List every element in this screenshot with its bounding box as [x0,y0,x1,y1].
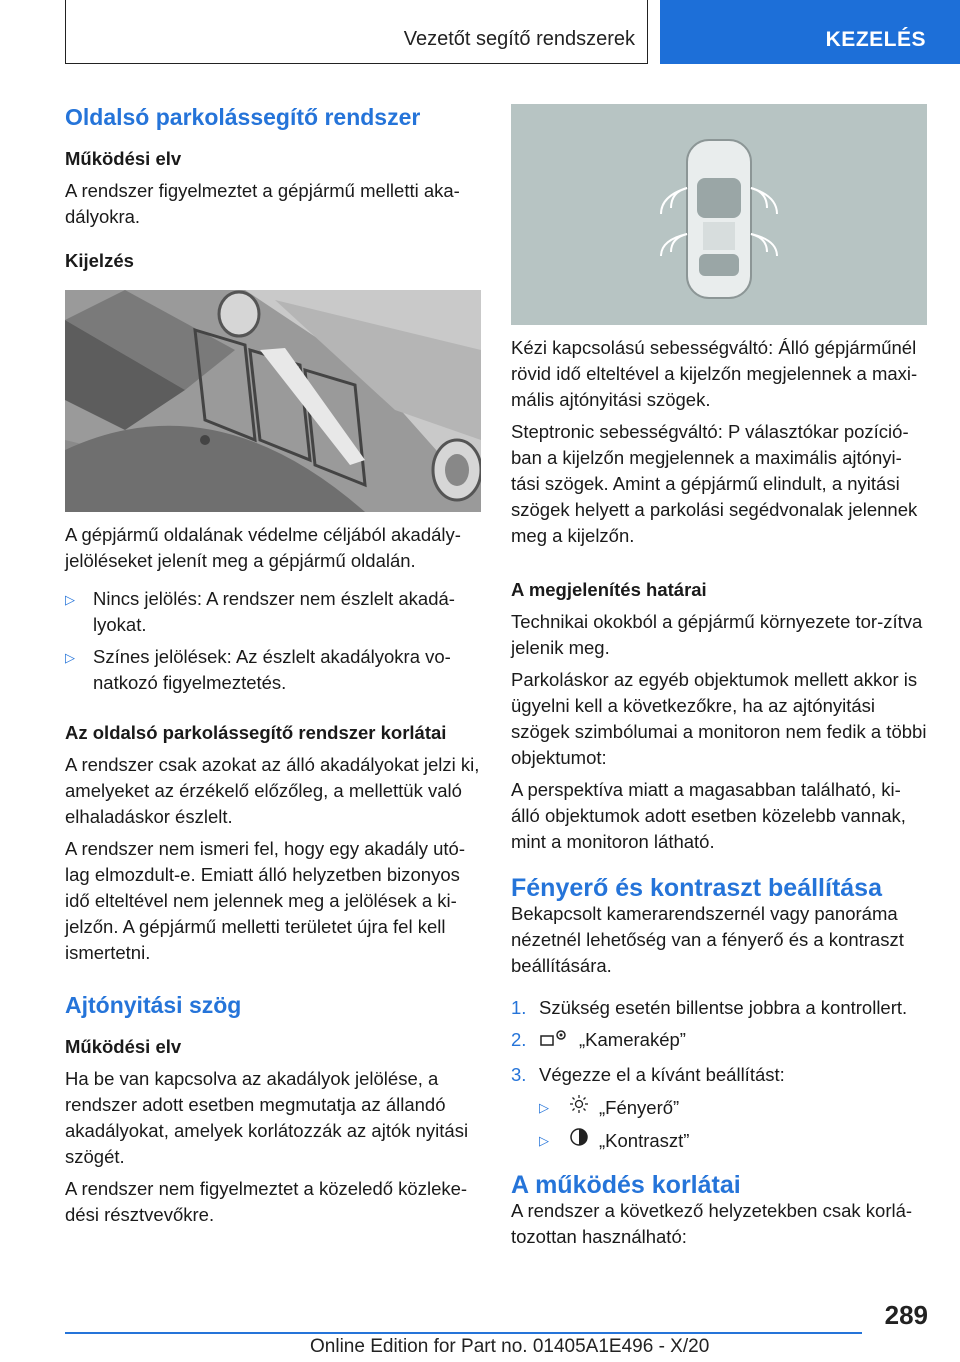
list-item: ▷ „Fényerő” [539,1094,929,1121]
triangle-right-icon: ▷ [539,1132,549,1148]
display-limits-paragraph-1: Technikai okokból a gépjármű környezete tor-zítva jelenik meg. [511,611,923,658]
section-title-door-angle: Ajtónyitási szög [65,992,242,1018]
contrast-icon [569,1127,589,1154]
display-limits-paragraph-2: Parkoláskor az egyéb objektumok mellett akkor is ügyelni kell a következőkre, ha az ajtónyitási szögek szimbólumai a monitoron nem fedik a többi objektumot: [511,669,927,768]
triangle-right-icon: ▷ [65,592,75,607]
manual-gearbox-paragraph: Kézi kapcsolású sebességváltó: Álló gépjárműnél rövid idő elteltével a kijelzőn megjelennek a maxi-mális ajtónyitási szögek. [511,337,918,410]
list-item: 2. „Kamerakép” [511,1027,929,1056]
display-heading: Kijelzés [65,250,134,271]
header-chapter-title: KEZELÉS [825,28,926,51]
door-paragraph-2: A rendszer nem figyelmeztet a közeledő közleke-dési résztvevőkre. [65,1178,468,1225]
header-section-title: Vezetőt segítő rendszerek [403,28,635,50]
header-section-box [65,0,648,64]
list-item: ▷ Színes jelölések: Az észlelt akadályokra vo-natkozó figyelmeztetés. [65,644,485,696]
top-view-car-illustration [511,104,927,325]
sun-icon [569,1094,589,1121]
list-item: 3. Végezze el a kívánt beállítást: [511,1064,785,1085]
display-limits-heading: A megjelenítés határai [511,579,707,600]
principle-heading: Működési elv [65,148,182,169]
footer-divider [65,1332,862,1334]
right-column [511,104,929,1256]
principle-text: A rendszer figyelmeztet a gépjármű melletti aka-dályokra. [65,180,460,227]
side-view-illustration [65,290,481,512]
footer-edition: Online Edition for Part no. 01405A1E496 - X/20 [310,1336,710,1357]
list-item: 1. Szükség esetén billentse jobbra a kontrollert. [511,997,908,1018]
door-paragraph-1: Ha be van kapcsolva az akadályok jelölése, a rendszer adott esetben megmutatja az állandó akadályokat, amelyek korlátozzák az ajtók nyitási szögét. [65,1068,469,1167]
illustration-caption: A gépjármű oldalának védelme céljából akadály-jelöléseket jelenít meg a gépjármű oldalán. [65,524,461,571]
camera-settings-icon [539,1027,569,1056]
list-item: ▷ „Kontraszt” [539,1127,929,1154]
list-item: ▷ Nincs jelölés: A rendszer nem észlelt akadá-lyokat. [65,586,485,638]
brightness-paragraph: Bekapcsolt kamerarendszernél vagy panoráma nézetnél lehetőség van a fényerő és a kontraszt beállítására. [511,903,904,976]
page-number: 289 [884,1300,928,1330]
limits-paragraph-2: A rendszer nem ismeri fel, hogy egy akadály utó-lag elmozdult-e. Emiatt álló helyzetben bizonyos idő elteltével nem jelennek meg a jelölések a ki-jelzőn. A gépjármű melletti területet újra fel kell ismertetni. [65,838,465,963]
display-limits-paragraph-3: A perspektíva miatt a magasabban található, ki-álló objektumok adott esetben közelebb vannak, mint a monitoron látható. [511,779,906,852]
triangle-right-icon: ▷ [539,1099,549,1115]
limits-heading: Az oldalsó parkolássegítő rendszer korlátai [65,722,447,743]
function-limits-paragraph: A rendszer a következő helyzetekben csak korlá-tozottan használható: [511,1200,913,1247]
limits-paragraph-1: A rendszer csak azokat az álló akadályokat jelzi ki, amelyeket az érzékelő előzőleg, a mellettük való elhaladáskor észlelt. [65,754,480,827]
door-principle-heading: Működési elv [65,1036,182,1057]
left-column [65,104,485,1234]
steptronic-paragraph: Steptronic sebességváltó: P választókar pozíció-ban a kijelzőn megjelennek a maximális ajtónyi-tási szögek. Amint a gépjármű elindult, a nyitási szögek helyett a parkolási segédvonalak jelennek meg a kijelzőn. [511,421,918,546]
header-chapter-tab [660,0,960,64]
section-title-function-limits: A működés korlátai [511,1171,741,1199]
triangle-right-icon: ▷ [65,650,75,665]
section-title-brightness: Fényerő és kontraszt beállítása [511,874,882,902]
section-title-side-parking: Oldalsó parkolássegítő rendszer [65,104,421,130]
